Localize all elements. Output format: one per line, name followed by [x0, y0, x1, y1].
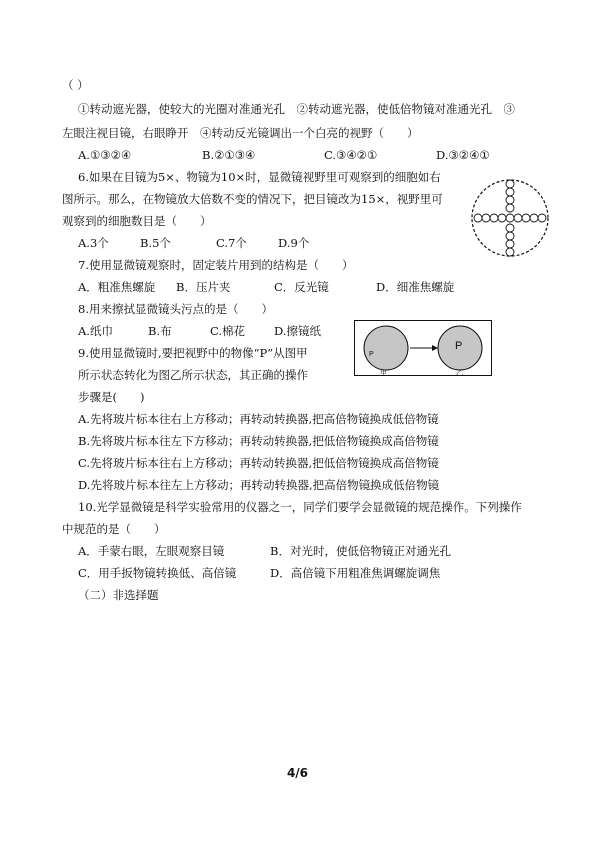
q6-stem-line2: 图所示。那么，在物镜放大倍数不变的情况下，把目镜改为15×，视野里可 [62, 192, 443, 206]
q6-option-b: B.5个 [140, 236, 171, 250]
q5-option-c: C.③④②① [324, 148, 378, 162]
q9-field-jia [364, 326, 408, 370]
q7-option-a: A．粗准焦螺旋 [78, 280, 156, 294]
q10-stem-line1: 10.光学显微镜是科学实验常用的仪器之一，同学们要学会显微镜的规范操作。下列操作 [78, 500, 522, 514]
q8-option-a: A.纸巾 [78, 324, 113, 338]
q8-option-b: B.布 [148, 324, 172, 338]
q9-stem-line1: 9.使用显微镜时,要把视野中的物像“P”从图甲 [78, 346, 308, 360]
q6-options [78, 236, 378, 250]
q7-option-c: C．反光镜 [274, 280, 329, 294]
q5-option-b: B.②①③④ [202, 148, 256, 162]
q9-option-d: D.先将玻片标本往左上方移动；再转动转换器,把高倍物镜换成低倍物镜 [78, 478, 440, 492]
q9-caption-yi: 乙 [456, 369, 463, 376]
q6-option-d: D.9个 [278, 236, 310, 250]
q9-option-c: C.先将玻片标本往右上方移动；再转动转换器,把低倍物镜换成高倍物镜 [78, 456, 439, 470]
q6-stem-line3: 观察到的细胞数目是（ ） [62, 214, 212, 228]
q8-option-c: C.棉花 [210, 324, 246, 338]
q9-option-a: A.先将玻片标本往右上方移动；再转动转换器,把高倍物镜换成低倍物镜 [78, 412, 439, 426]
q10-stem-line2: 中规范的是（ ） [62, 522, 166, 536]
q6-option-a: A.3个 [78, 236, 109, 250]
q10-option-d: D．高倍镜下用粗准焦调螺旋调焦 [270, 566, 441, 580]
q5-steps-line2: 左眼注视目镜，右眼睁开 ④转动反光镜调出一个白亮的视野（ ） [62, 126, 419, 140]
q5-options [78, 148, 518, 162]
q7-stem: 7.使用显微镜观察时，固定装片用到的结构是（ ） [78, 258, 354, 272]
q7-option-b: B．压片夹 [176, 280, 231, 294]
q9-option-b: B.先将玻片标本往左下方移动；再转动转换器,把低倍物镜换成高倍物镜 [78, 434, 439, 448]
q8-stem: 8.用来擦拭显微镜头污点的是（ ） [78, 302, 273, 316]
page-number: 4/6 [286, 766, 309, 780]
q5-steps-line1: ①转动遮光器，使较大的光圈对准通光孔 ②转动遮光器，使低倍物镜对准通光孔 ③ [78, 102, 515, 116]
q5-option-d: D.③②④① [436, 148, 490, 162]
q6-option-c: C.7个 [216, 236, 247, 250]
q9-figure-frame [354, 320, 492, 376]
q7-options [78, 280, 478, 294]
q6-microscope-field-figure [470, 176, 550, 260]
q10-option-b: B．对光时，使低倍物镜正对通光孔 [270, 544, 451, 558]
q9-right-label: P [455, 340, 463, 352]
q9-left-label: P [369, 351, 374, 358]
q6-stem-line1: 6.如果在目镜为5×、物镜为10×时，显微镜视野里可观察到的细胞如右 [78, 170, 441, 184]
q7-option-d: D．细准焦螺旋 [376, 280, 455, 294]
q9-caption-jia: 甲 [380, 369, 387, 376]
q8-options [78, 324, 348, 338]
q5-stem-end: （ ） [62, 78, 89, 92]
section-heading-non-choice: （二）非选择题 [78, 588, 159, 602]
q10-option-a: A．手蒙右眼，左眼观察目镜 [78, 544, 225, 558]
q9-stem-line2: 所示状态转化为图乙所示状态，其正确的操作 [78, 368, 308, 382]
q10-option-c: C．用手扳物镜转换低、高倍镜 [78, 566, 237, 580]
q8-option-d: D.擦镜纸 [274, 324, 321, 338]
q9-stem-line3: 步骤是( ) [78, 390, 145, 404]
q5-option-a: A.①③②④ [78, 148, 132, 162]
